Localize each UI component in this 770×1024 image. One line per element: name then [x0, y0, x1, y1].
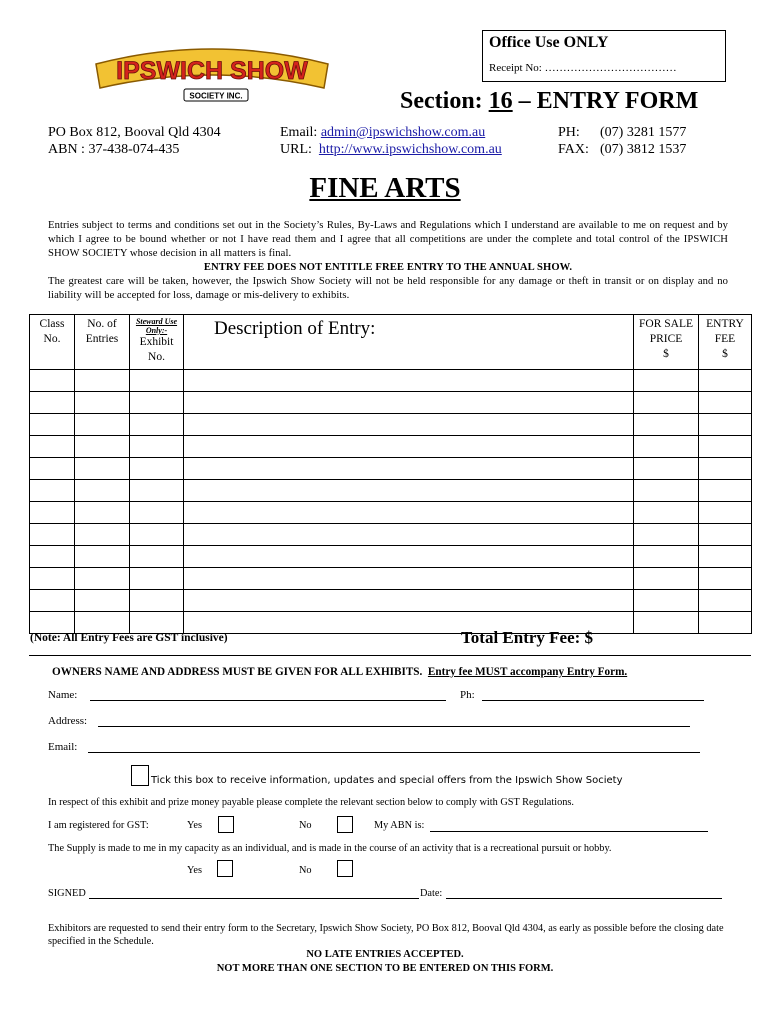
abn-field[interactable]: [430, 831, 708, 832]
email-field[interactable]: [88, 752, 700, 753]
entry-fee-cell[interactable]: [699, 480, 752, 502]
email-link[interactable]: admin@ipswichshow.com.au: [320, 125, 486, 140]
signed-label: SIGNED: [48, 888, 86, 899]
entries-cell[interactable]: [75, 502, 130, 524]
email-field-label: Email:: [48, 741, 78, 753]
description-cell[interactable]: [184, 458, 634, 480]
entry-fee-cell[interactable]: [699, 502, 752, 524]
col-description: Description of Entry:: [184, 315, 634, 370]
col-entry-fee: ENTRY FEE $: [699, 315, 752, 370]
section-prefix: Section:: [400, 88, 483, 114]
class-no-cell[interactable]: [30, 546, 75, 568]
table-row: [30, 370, 752, 392]
fee-notice: ENTRY FEE DOES NOT ENTITLE FREE ENTRY TO THE ANNUAL SHOW.: [203, 262, 573, 273]
class-no-cell[interactable]: [30, 612, 75, 634]
gst-registered-label: I am registered for GST:: [48, 820, 149, 831]
entry-fee-cell[interactable]: [699, 612, 752, 634]
description-cell[interactable]: [184, 436, 634, 458]
description-cell[interactable]: [184, 480, 634, 502]
address-label: Address:: [48, 715, 88, 727]
table-row: [30, 414, 752, 436]
supply-statement: The Supply is made to me in my capacity as an individual, and is made in the course of an activity that is a recreational pursuit or hobby.: [48, 843, 612, 854]
entries-cell[interactable]: [75, 612, 130, 634]
class-no-cell[interactable]: [30, 458, 75, 480]
address-field[interactable]: [98, 726, 690, 727]
table-row: [30, 568, 752, 590]
date-label: Date:: [420, 888, 443, 899]
supply-no-checkbox[interactable]: [337, 860, 353, 877]
url-label: URL:: [280, 142, 312, 157]
table-row: [30, 546, 752, 568]
abn: ABN : 37-438-074-435: [48, 142, 180, 157]
entries-cell[interactable]: [75, 370, 130, 392]
signature-field[interactable]: [89, 898, 419, 899]
exhibit-no-cell[interactable]: [130, 392, 184, 414]
sale-price-cell[interactable]: [634, 458, 699, 480]
entry-fee-cell[interactable]: [699, 524, 752, 546]
entries-cell[interactable]: [75, 436, 130, 458]
description-cell[interactable]: [184, 546, 634, 568]
sale-price-cell[interactable]: [634, 524, 699, 546]
exhibit-no-cell[interactable]: [130, 480, 184, 502]
table-row: [30, 590, 752, 612]
table-row: [30, 458, 752, 480]
owners-text: OWNERS NAME AND ADDRESS MUST BE GIVEN FOR ALL EXHIBITS.: [52, 666, 423, 678]
description-cell[interactable]: [184, 568, 634, 590]
exhibit-no-cell[interactable]: [130, 414, 184, 436]
class-no-cell[interactable]: [30, 524, 75, 546]
exhibit-no-cell[interactable]: [130, 524, 184, 546]
receipt-no: [489, 62, 677, 74]
exhibit-no-cell[interactable]: [130, 612, 184, 634]
exhibit-no-cell[interactable]: [130, 436, 184, 458]
col-no-of-entries: No. of Entries: [75, 315, 130, 370]
entries-cell[interactable]: [75, 414, 130, 436]
sale-price-cell[interactable]: [634, 370, 699, 392]
terms-text: [48, 219, 728, 303]
table-row: [30, 524, 752, 546]
col-for-sale-price: FOR SALE PRICE $: [634, 315, 699, 370]
postal-address: [48, 124, 221, 158]
description-cell[interactable]: [184, 502, 634, 524]
table-row: [30, 480, 752, 502]
ph-field[interactable]: [482, 700, 704, 701]
name-field[interactable]: [90, 700, 446, 701]
section-title: [400, 88, 698, 115]
table-row: [30, 502, 752, 524]
supply-no-label: No: [299, 865, 312, 876]
description-cell[interactable]: [184, 392, 634, 414]
gst-yes-label: Yes: [187, 820, 202, 831]
table-header-row: [30, 315, 752, 370]
col-exhibit-no: Steward Use Only:- Exhibit No.: [130, 315, 184, 370]
description-cell[interactable]: [184, 524, 634, 546]
description-cell[interactable]: [184, 414, 634, 436]
abn-label: My ABN is:: [374, 820, 425, 831]
sale-price-cell[interactable]: [634, 612, 699, 634]
supply-yes-label: Yes: [187, 865, 202, 876]
gst-intro: In respect of this exhibit and prize money payable please complete the relevant section below to comply with GST Regulations.: [48, 797, 574, 808]
sale-price-cell[interactable]: [634, 392, 699, 414]
exhibit-no-cell[interactable]: [130, 546, 184, 568]
sale-price-cell[interactable]: [634, 414, 699, 436]
table-row: [30, 392, 752, 414]
entry-fee-cell[interactable]: [699, 370, 752, 392]
description-cell[interactable]: [184, 370, 634, 392]
exhibit-no-cell[interactable]: [130, 568, 184, 590]
entry-fee-cell[interactable]: [699, 458, 752, 480]
logo-sub-text: SOCIETY INC.: [189, 91, 243, 101]
description-cell[interactable]: [184, 590, 634, 612]
exhibit-no-cell[interactable]: [130, 458, 184, 480]
entry-fee-cell[interactable]: [699, 568, 752, 590]
sale-price-cell[interactable]: [634, 568, 699, 590]
entries-cell[interactable]: [75, 458, 130, 480]
gst-note: (Note: All Entry Fees are GST inclusive): [30, 632, 228, 644]
gst-no-label: No: [299, 820, 312, 831]
form-title: FINE ARTS: [309, 172, 461, 204]
one-section-notice: NOT MORE THAN ONE SECTION TO BE ENTERED ON THIS FORM.: [216, 963, 554, 974]
col-class-no: Class No.: [30, 315, 75, 370]
section-suffix: – ENTRY FORM: [518, 88, 699, 114]
entries-cell[interactable]: [75, 392, 130, 414]
sale-price-cell[interactable]: [634, 546, 699, 568]
office-use-box: [482, 30, 726, 82]
liability-paragraph: The greatest care will be taken, however, the Ipswich Show Society will not be held responsible for any damage or theft in transit or on display and no liability will be accepted for loss, damage or mis-delivery to exhibits.: [48, 276, 728, 301]
class-no-cell[interactable]: [30, 370, 75, 392]
sale-price-cell[interactable]: [634, 436, 699, 458]
online-contact: [280, 124, 502, 158]
url-link[interactable]: http://www.ipswichshow.com.au: [318, 142, 502, 157]
ph-number: (07) 3281 1577: [600, 125, 687, 140]
class-no-cell[interactable]: [30, 480, 75, 502]
table-row: [30, 612, 752, 634]
logo-main-text: IPSWICH SHOW: [116, 57, 308, 85]
entry-fee-cell[interactable]: [699, 590, 752, 612]
footer-instructions: Exhibitors are requested to send their entry form to the Secretary, Ipswich Show Society, PO Box 812, Booval Qld 4304, as early as possible before the closing date specified in the Schedule.: [48, 923, 724, 947]
sale-price-cell[interactable]: [634, 502, 699, 524]
entries-cell[interactable]: [75, 480, 130, 502]
steward-use-only: Steward Use Only:-: [135, 317, 178, 335]
gst-yes-checkbox[interactable]: [218, 816, 234, 833]
receipt-dots: ………………………………: [544, 62, 677, 74]
name-label: Name:: [48, 689, 78, 701]
entries-cell[interactable]: [75, 590, 130, 612]
class-no-cell[interactable]: [30, 502, 75, 524]
entries-cell[interactable]: [75, 568, 130, 590]
entry-fee-notice: Entry fee MUST accompany Entry Form.: [427, 666, 628, 678]
section-number: 16: [488, 88, 513, 114]
date-field[interactable]: [446, 898, 722, 899]
gst-no-checkbox[interactable]: [337, 816, 353, 833]
ph-label: PH:: [558, 125, 580, 140]
no-late-entries: NO LATE ENTRIES ACCEPTED.: [306, 949, 464, 960]
class-no-cell[interactable]: [30, 414, 75, 436]
fax-label: FAX:: [558, 142, 589, 157]
receipt-label: Receipt No:: [489, 62, 542, 74]
class-no-cell[interactable]: [30, 436, 75, 458]
email-label: Email:: [280, 125, 318, 140]
exhibit-no-cell[interactable]: [130, 590, 184, 612]
sale-price-cell[interactable]: [634, 480, 699, 502]
class-no-cell[interactable]: [30, 568, 75, 590]
terms-paragraph: Entries subject to terms and conditions set out in the Society’s Rules, By-Laws and Regulations which I understand are available to me on request and by which I agree to be bound whether or not I have read them and I agree that all competitions are under the complete and total control of the IPSWICH SHOW SOCIETY whose decision in all matters is final.: [48, 220, 728, 259]
ph-field-label: Ph:: [460, 689, 475, 701]
phone-contact: [558, 124, 686, 158]
divider: [29, 655, 751, 656]
fax-number: (07) 3812 1537: [600, 142, 687, 157]
ipswich-show-logo: [92, 38, 332, 106]
newsletter-text: Tick this box to receive information, updates and special offers from the Ipswich Show Society: [151, 775, 623, 786]
entry-fee-cell[interactable]: [699, 436, 752, 458]
exhibit-no-cell[interactable]: [130, 370, 184, 392]
sale-price-cell[interactable]: [634, 590, 699, 612]
entry-fee-cell[interactable]: [699, 414, 752, 436]
total-entry-fee: Total Entry Fee: $: [461, 628, 594, 647]
owners-notice: [52, 666, 627, 678]
exhibit-no-cell[interactable]: [130, 502, 184, 524]
entries-cell[interactable]: [75, 524, 130, 546]
po-box: PO Box 812, Booval Qld 4304: [48, 125, 221, 140]
class-no-cell[interactable]: [30, 590, 75, 612]
office-use-title: Office Use ONLY: [489, 34, 609, 51]
newsletter-checkbox[interactable]: [131, 765, 149, 786]
entry-fee-cell[interactable]: [699, 392, 752, 414]
entries-cell[interactable]: [75, 546, 130, 568]
entries-table: [29, 314, 752, 634]
class-no-cell[interactable]: [30, 392, 75, 414]
entry-fee-cell[interactable]: [699, 546, 752, 568]
table-row: [30, 436, 752, 458]
supply-yes-checkbox[interactable]: [217, 860, 233, 877]
